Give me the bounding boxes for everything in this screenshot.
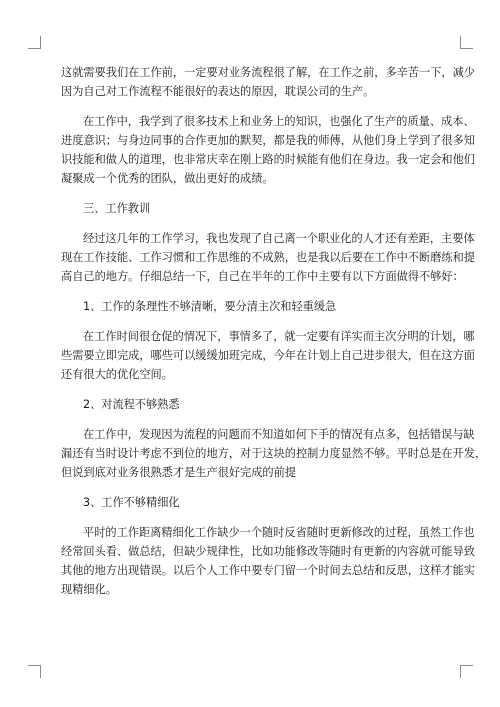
paragraph-line: 经常回头看、做总结，但缺少规律性，比如功能修改等随时有更新的内容就可能导致 <box>61 545 475 558</box>
crop-mark-bottom-left <box>28 665 41 678</box>
paragraph-line: 些需要立即完成，哪些可以缓缓加班完成，今年在计划上自己进步很大，但在这方面 <box>61 349 475 362</box>
paragraph-line: 但说到底对业务很熟悉才是生产很好完成的前提 <box>61 466 296 479</box>
paragraph-line: 现在工作技能、工作习惯和工作思维的不成熟，也是我以后要在工作中不断磨练和提 <box>61 251 475 264</box>
section-heading: 三、工作教训 <box>83 202 151 215</box>
crop-mark-top-right <box>460 36 473 49</box>
paragraph-line: 识技能和做人的道理，也非常庆幸在刚上路的时候能有他们在身边。我一定会和他们 <box>61 153 475 166</box>
item-heading: 1、工作的条理性不够清晰，要分清主次和轻重缓急 <box>83 300 337 313</box>
crop-mark-bottom-right <box>460 665 473 678</box>
paragraph-line: 在工作时间很仓促的情况下，事情多了，就一定要有详实而主次分明的计划，哪 <box>83 330 475 343</box>
paragraph-line: 现精细化。 <box>61 583 117 596</box>
paragraph-line: 平时的工作距离精细化工作缺少一个随时反省随时更新修改的过程，虽然工作也 <box>83 526 475 539</box>
crop-mark-top-left <box>28 36 41 49</box>
paragraph-line: 高自己的地方。仔细总结一下，自己在半年的工作中主要有以下方面做得不够好： <box>61 270 464 283</box>
paragraph-line: 这就需要我们在工作前，一定要对业务流程很了解，在工作之前，多辛苦一下，减少 <box>61 66 475 79</box>
paragraph-line: 因为自己对工作流程不能很好的表达的原因，耽误公司的生产。 <box>61 85 375 98</box>
paragraph-line: 在工作中，发现因为流程的问题而不知道如何下手的情况有点多，包括错误与缺 <box>83 428 475 441</box>
paragraph-line: 进度意识；与身边同事的合作更加的默契，都是我的师傅，从他们身上学到了很多知 <box>61 134 475 147</box>
paragraph-line: 在工作中，我学到了很多技术上和业务上的知识，也强化了生产的质量、成本、 <box>83 115 475 128</box>
item-heading: 3、工作不够精细化 <box>83 496 180 509</box>
paragraph-line: 经过这几年的工作学习，我也发现了自己离一个职业化的人才还有差距，主要体 <box>83 232 475 245</box>
paragraph-line: 其他的地方出现错误。以后个人工作中要专门留一个时间去总结和反思，这样才能实 <box>61 564 475 577</box>
item-heading: 2、对流程不够熟悉 <box>83 398 180 411</box>
paragraph-line: 还有很大的优化空间。 <box>61 368 173 381</box>
paragraph-line: 凝聚成一个优秀的团队，做出更好的成绩。 <box>61 172 274 185</box>
document-body <box>61 63 487 599</box>
paragraph-line: 漏还有当时设计考虑不到位的地方，对于这块的控制力度显然不够。平时总是在开发， <box>61 447 487 460</box>
